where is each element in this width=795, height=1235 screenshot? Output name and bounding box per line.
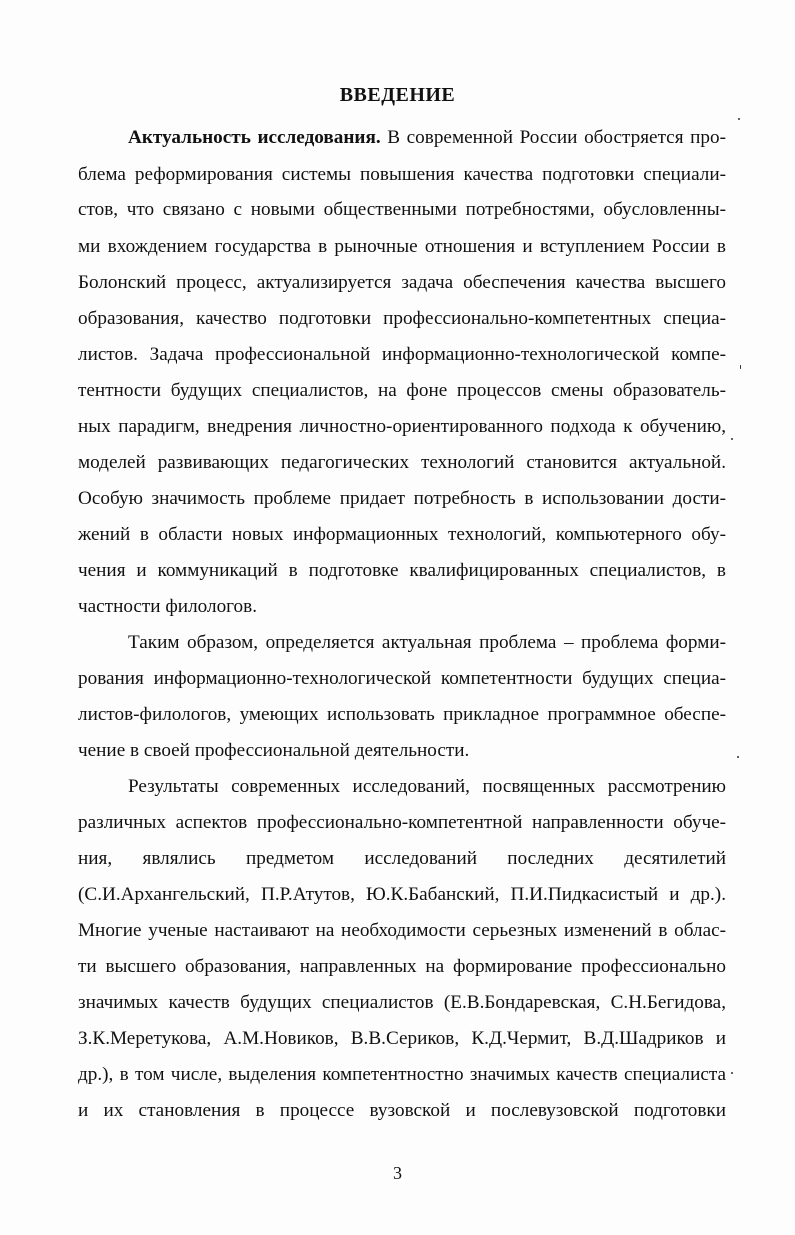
paragraph-line: блема реформирования системы повышения качества подготовки специали- [78,164,726,185]
paragraph-line: ных парадигм, внедрения личностно-ориентированного подхода к обучению, [78,416,726,437]
scan-speck [738,118,740,120]
paragraph-line: Многие ученые настаивают на необходимости серьезных изменений в облас- [78,920,726,941]
paragraph-line: Особую значимость проблеме придает потребность в использовании дости- [78,488,726,509]
paragraph-line: значимых качеств будущих специалистов (Е.В.Бондаревская, С.Н.Бегидова, [78,992,726,1013]
paragraph-line: З.К.Меретукова, А.М.Новиков, В.В.Сериков, К.Д.Чермит, В.Д.Шадриков и [78,1028,726,1049]
paragraph-line: Болонский процесс, актуализируется задача обеспечения качества высшего [78,272,726,293]
paragraph-line: чения и коммуникаций в подготовке квалифицированных специалистов, в [78,560,726,581]
paragraph-line: рования информационно-технологической компетентности будущих специа- [78,668,726,689]
scan-speck [731,1072,733,1074]
paragraph-line: тентности будущих специалистов, на фоне процессов смены образователь- [78,380,726,401]
paragraph-line: листов-филологов, умеющих использовать прикладное программное обеспе- [78,704,726,725]
paragraph-line: моделей развивающих педагогических технологий становится актуальной. [78,452,726,473]
paragraph-line: жений в области новых информационных технологий, компьютерного обу- [78,524,726,545]
paragraph-line: Результаты современных исследований, посвященных рассмотрению [128,776,726,797]
page-number: 3 [393,1163,402,1183]
paragraph-1-line-1 [128,126,726,150]
paragraph-1-line-1-rest: В современной России обостряется про- [380,127,726,148]
paragraph-line: Таким образом, определяется актуальная проблема – проблема форми- [128,632,726,653]
paragraph-line: ми вхождением государства в рыночные отношения и вступлением России в [78,236,726,257]
paragraph-line: образования, качество подготовки профессионально-компетентных специа- [78,308,726,329]
paragraph-line: чение в своей профессиональной деятельности. [78,740,470,761]
paragraph-line: ти высшего образования, направленных на формирование профессионально [78,956,726,977]
section-lead: Актуальность исследования. [128,127,381,148]
page-title: ВВЕДЕНИЕ [339,84,456,106]
scan-speck [737,756,739,758]
paragraph-line: ния, являлись предметом исследований последних десятилетий [78,848,726,869]
scan-speck [740,365,741,369]
paragraph-line: листов. Задача профессиональной информационно-технологической компе- [78,344,726,365]
paragraph-line: (С.И.Архангельский, П.Р.Атутов, Ю.К.Бабанский, П.И.Пидкасистый и др.). [78,884,726,905]
paragraph-line: стов, что связано с новыми общественными потребностями, обусловленны- [78,199,726,220]
scan-speck [731,438,733,440]
paragraph-line: частности филологов. [78,596,258,617]
paragraph-line: различных аспектов профессионально-компетентной направленности обуче- [78,812,726,833]
paragraph-line: и их становления в процессе вузовской и послевузовской подготовки [78,1100,726,1121]
paragraph-line: др.), в том числе, выделения компетентностно значимых качеств специалиста [78,1064,726,1085]
